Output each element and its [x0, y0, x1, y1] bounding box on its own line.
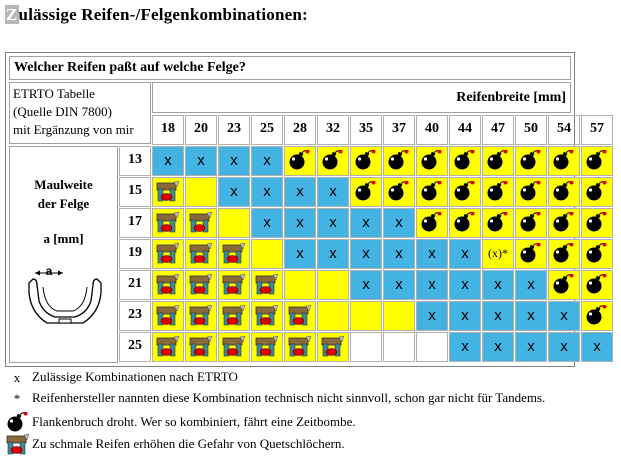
rim-width-13: 13: [119, 146, 151, 176]
legend-text: Zu schmale Reifen erhöhen die Gefahr von Quetschlöchern.: [32, 435, 345, 451]
pinch-flat-icon: [222, 305, 246, 327]
legend-item: [6, 390, 545, 407]
table-cell: [284, 270, 316, 300]
table-cell: [449, 208, 481, 238]
pinch-flat-icon: [288, 336, 312, 358]
title-dropcap: Z: [6, 5, 18, 24]
table-cell: x: [218, 177, 250, 207]
pinch-flat-icon: [222, 274, 246, 296]
tire-width-28: 28: [284, 115, 316, 145]
bomb-icon: [552, 181, 576, 203]
rim-width-15: 15: [119, 177, 151, 207]
rim-width-25: 25: [119, 332, 151, 362]
table-cell: [152, 239, 184, 269]
bomb-icon: [519, 181, 543, 203]
pinch-flat-icon: [156, 181, 180, 203]
table-cell: x: [350, 239, 382, 269]
table-cell: x: [317, 208, 349, 238]
rim-width-21: 21: [119, 270, 151, 300]
bomb-icon: [6, 412, 30, 434]
table-cell: x: [350, 270, 382, 300]
pinch-flat-icon: [321, 336, 345, 358]
table-cell: [350, 301, 382, 331]
table-cell: x: [185, 146, 217, 176]
table-cell: [284, 332, 316, 362]
table-cell: [218, 270, 250, 300]
table-cell: [416, 208, 448, 238]
table-cell: [515, 146, 547, 176]
table-cell: x: [383, 270, 415, 300]
pinch-flat-icon: [255, 274, 279, 296]
bomb-icon: [288, 150, 312, 172]
table-cell: x: [581, 332, 613, 362]
tire-width-23: 23: [218, 115, 250, 145]
bomb-icon: [585, 243, 609, 265]
combination-table: [5, 52, 604, 367]
table-header: Welcher Reifen paßt auf welche Felge?: [9, 56, 571, 80]
table-cell: [350, 146, 382, 176]
maulweite-line-2: der Felge: [37, 196, 90, 211]
table-cell: [218, 239, 250, 269]
legend-text: Reifenhersteller nannten diese Kombination technisch nicht sinnvoll, schon gar nicht für Tandems.: [32, 390, 546, 405]
table-cell: [581, 177, 613, 207]
table-cell: [548, 177, 580, 207]
bomb-icon: [420, 212, 444, 234]
legend-item: [6, 434, 345, 456]
table-cell: [383, 301, 415, 331]
table-cell: x: [284, 177, 316, 207]
pinch-flat-icon: [156, 243, 180, 265]
table-cell: [515, 177, 547, 207]
table-cell: [251, 332, 283, 362]
pinch-flat-icon: [156, 336, 180, 358]
tire-width-57: 57: [581, 115, 613, 145]
table-cell: x: [317, 239, 349, 269]
table-cell: x: [449, 332, 481, 362]
bomb-icon: [453, 150, 477, 172]
table-cell: [185, 208, 217, 238]
table-cell: [152, 270, 184, 300]
bomb-icon: [552, 243, 576, 265]
legend-symbol: x: [13, 370, 21, 386]
table-cell: x: [416, 270, 448, 300]
pinch-flat-icon: [255, 336, 279, 358]
table-cell: [152, 332, 184, 362]
tire-width-44: 44: [449, 115, 481, 145]
bomb-icon: [387, 150, 411, 172]
table-cell: [515, 208, 547, 238]
table-cell: [581, 146, 613, 176]
tire-width-47: 47: [482, 115, 514, 145]
table-cell: [416, 146, 448, 176]
legend-icon: [6, 412, 28, 434]
bomb-icon: [486, 212, 510, 234]
table-cell: [581, 301, 613, 331]
table-cell: [185, 270, 217, 300]
table-cell: [185, 332, 217, 362]
legend-text: Flankenbruch droht. Wer so kombiniert, fährt eine Zeitbombe.: [32, 413, 356, 429]
legend-icon: [6, 434, 28, 456]
rim-width-23: 23: [119, 301, 151, 331]
bomb-icon: [453, 212, 477, 234]
table-cell: x: [482, 332, 514, 362]
maulweite-line-3: a [mm]: [43, 231, 84, 246]
table-cell: [152, 208, 184, 238]
bomb-icon: [552, 274, 576, 296]
table-cell: [515, 239, 547, 269]
table-cell: x: [482, 270, 514, 300]
pinch-flat-icon: [255, 305, 279, 327]
bomb-icon: [519, 212, 543, 234]
table-cell: [152, 301, 184, 331]
table-cell: [350, 177, 382, 207]
table-cell: [383, 332, 415, 362]
table-cell: [416, 332, 448, 362]
table-cell: [218, 301, 250, 331]
rim-width-header: [9, 146, 118, 363]
table-cell: x: [317, 177, 349, 207]
table-cell: [185, 301, 217, 331]
table-cell: x: [251, 208, 283, 238]
bomb-icon: [585, 212, 609, 234]
table-cell: [416, 177, 448, 207]
table-cell: x: [548, 301, 580, 331]
pinch-flat-icon: [222, 336, 246, 358]
tire-width-50: 50: [515, 115, 547, 145]
pinch-flat-icon: [189, 212, 213, 234]
table-cell: [482, 177, 514, 207]
rim-profile-icon: [25, 267, 105, 329]
table-cell: [317, 270, 349, 300]
table-cell: x: [383, 208, 415, 238]
page-title: [5, 5, 308, 25]
tire-width-18: 18: [152, 115, 184, 145]
rim-width-17: 17: [119, 208, 151, 238]
table-cell: x: [152, 146, 184, 176]
table-cell: x: [251, 146, 283, 176]
bomb-icon: [420, 181, 444, 203]
bomb-icon: [453, 181, 477, 203]
table-cell: [449, 177, 481, 207]
bomb-icon: [552, 150, 576, 172]
table-cell: [383, 146, 415, 176]
table-cell: [383, 177, 415, 207]
table-cell: x: [515, 332, 547, 362]
table-cell: x: [416, 239, 448, 269]
etrto-line-3: mit Ergänzung von mir: [13, 122, 134, 137]
pinch-flat-icon: [189, 274, 213, 296]
tire-width-54: 54: [548, 115, 580, 145]
bomb-icon: [585, 274, 609, 296]
tire-width-20: 20: [185, 115, 217, 145]
table-cell: [218, 208, 250, 238]
table-cell: [482, 208, 514, 238]
table-cell: [581, 270, 613, 300]
tire-width-40: 40: [416, 115, 448, 145]
pinch-flat-icon: [189, 305, 213, 327]
table-cell: [251, 239, 283, 269]
table-cell: x: [218, 146, 250, 176]
table-cell: [218, 332, 250, 362]
rim-width-marker: a: [45, 267, 53, 278]
table-cell: [284, 301, 316, 331]
rim-width-19: 19: [119, 239, 151, 269]
table-cell: [185, 177, 217, 207]
pinch-flat-icon: [189, 243, 213, 265]
etrto-line-1: ETRTO Tabelle: [13, 86, 95, 101]
table-cell: x: [482, 301, 514, 331]
table-cell: x: [515, 270, 547, 300]
table-cell: [548, 270, 580, 300]
bomb-icon: [585, 305, 609, 327]
table-cell: (x)*: [482, 239, 514, 269]
table-cell: [548, 146, 580, 176]
table-cell: x: [449, 270, 481, 300]
table-cell: [317, 332, 349, 362]
table-cell: x: [284, 239, 316, 269]
table-cell: [581, 208, 613, 238]
pinch-flat-icon: [156, 305, 180, 327]
table-cell: [482, 146, 514, 176]
tire-width-25: 25: [251, 115, 283, 145]
table-cell: x: [416, 301, 448, 331]
bomb-icon: [585, 150, 609, 172]
bomb-icon: [420, 150, 444, 172]
maulweite-line-1: Maulweite: [34, 177, 93, 192]
bomb-icon: [585, 181, 609, 203]
bomb-icon: [486, 181, 510, 203]
etrto-source-cell: [9, 82, 151, 144]
table-cell: x: [284, 208, 316, 238]
pinch-flat-icon: [288, 305, 312, 327]
table-cell: x: [383, 239, 415, 269]
table-cell: [185, 239, 217, 269]
bomb-icon: [354, 181, 378, 203]
table-cell: [581, 239, 613, 269]
tire-width-35: 35: [350, 115, 382, 145]
etrto-line-2: (Quelle DIN 7800): [13, 104, 112, 119]
legend-text: Zulässige Kombinationen nach ETRTO: [32, 369, 238, 384]
table-cell: [251, 270, 283, 300]
pinch-flat-icon: [189, 336, 213, 358]
pinch-flat-icon: [222, 243, 246, 265]
legend-symbol: *: [13, 391, 21, 407]
table-cell: [449, 146, 481, 176]
table-cell: [251, 301, 283, 331]
table-cell: [317, 301, 349, 331]
table-cell: [152, 177, 184, 207]
bomb-icon: [519, 150, 543, 172]
pinch-flat-icon: [156, 274, 180, 296]
legend-item: [6, 369, 238, 386]
table-cell: x: [548, 332, 580, 362]
bomb-icon: [354, 150, 378, 172]
table-cell: x: [350, 208, 382, 238]
tire-width-37: 37: [383, 115, 415, 145]
bomb-icon: [552, 212, 576, 234]
table-cell: [548, 239, 580, 269]
table-cell: x: [515, 301, 547, 331]
tire-width-32: 32: [317, 115, 349, 145]
table-cell: [548, 208, 580, 238]
bomb-icon: [321, 150, 345, 172]
table-cell: x: [449, 239, 481, 269]
tire-width-header: Reifenbreite [mm]: [152, 82, 571, 113]
table-cell: x: [251, 177, 283, 207]
bomb-icon: [519, 243, 543, 265]
bomb-icon: [387, 181, 411, 203]
table-cell: [284, 146, 316, 176]
pinch-flat-icon: [156, 212, 180, 234]
title-text: ulässige Reifen-/Felgenkombinationen:: [18, 5, 308, 24]
table-cell: x: [449, 301, 481, 331]
table-cell: [317, 146, 349, 176]
bomb-icon: [486, 150, 510, 172]
pinch-flat-icon: [6, 434, 30, 456]
legend-item: [6, 412, 356, 434]
table-cell: [350, 332, 382, 362]
